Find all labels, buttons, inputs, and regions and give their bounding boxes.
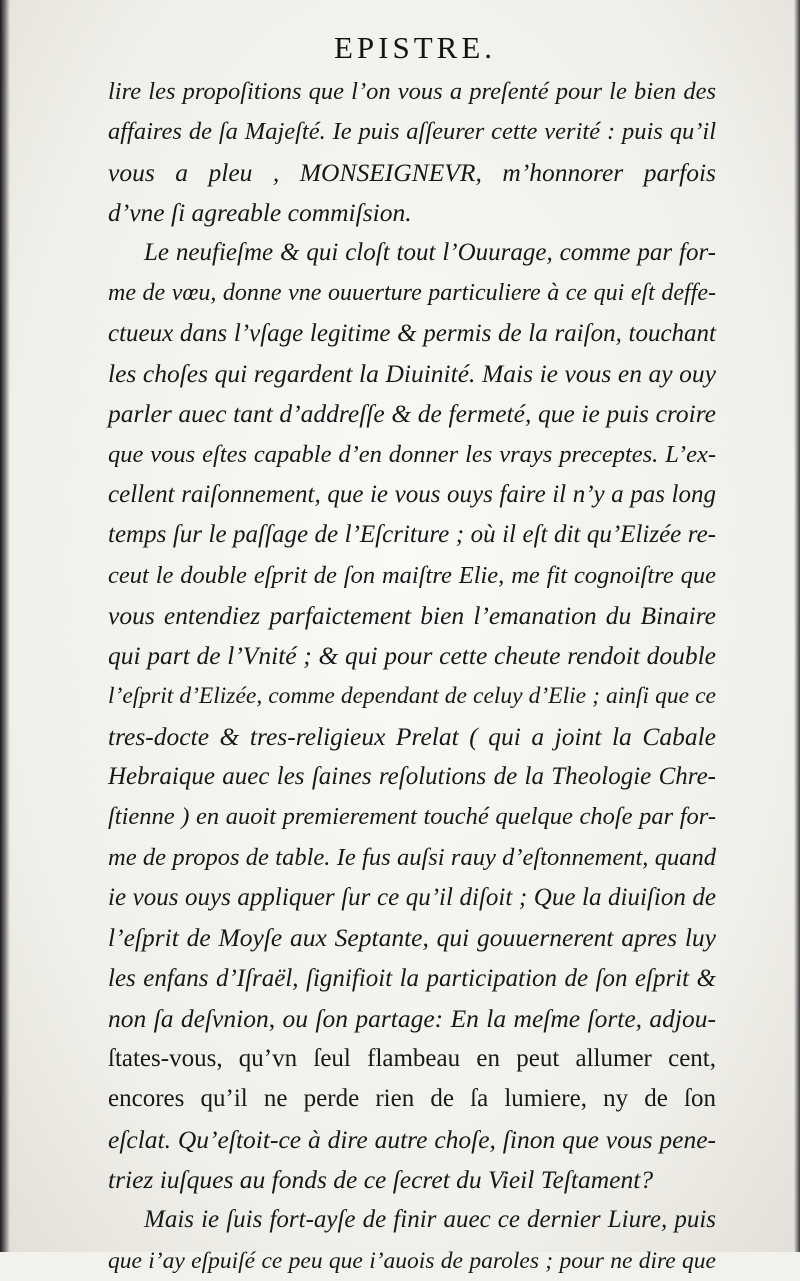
text-line: les choſes qui regardent la Diuinité. Mais ie vous en ay ouy [108,359,716,389]
text-line: eſclat. Qu’eſtoit-ce à dire autre choſe, ſinon que vous pene- [108,1124,716,1154]
text-line: Hebraique auec les ſaines reſolutions de la Theologie Chre- [108,763,716,791]
text-line: vous a pleu , MONSEIGNEVR, m’honnorer parfois [108,157,716,187]
body-text [108,72,716,1281]
text-line: ctueux dans l’vſage legitime & permis de la raiſon, touchant [108,319,716,347]
text-line: ſtates-vous, qu’vn ſeul flambeau en peut allumer cent, [108,1045,716,1073]
text-line: les enfans d’Iſraël, ſignifioit la participation de ſon eſprit & [108,964,716,992]
text-line: triez iuſques au fonds de ce ſecret du Vieil Teſtament? [108,1165,654,1195]
text-line: d’vne ſi agreable commiſsion. [108,197,412,227]
text-line: qui part de l’Vnité ; & qui pour cette cheute rendoit double [108,641,716,671]
text-line: parler auec tant d’addreſſe & de fermeté, que ie puis croire [108,399,716,429]
text-line: temps ſur le paſſage de l’Eſcriture ; où il eſt dit qu’Elizée re- [108,521,716,549]
text-line: l’eſprit d’Elizée, comme dependant de celuy d’Elie ; ainſi que ce [108,683,716,710]
text-line: ie vous ouys appliquer ſur ce qu’il diſoit ; Que la diuiſion de [108,883,716,911]
text-line: que vous eſtes capable d’en donner les vrays preceptes. L’ex- [108,440,716,468]
text-line: Le neufieſme & qui cloſt tout l’Ouurage, comme par for- [144,239,716,267]
text-line: ſtienne ) en auoit premierement touché quelque choſe par for- [108,803,716,831]
text-line: cellent raiſonnement, que ie vous ouys faire il n’y a pas long [108,480,716,508]
text-line: encores qu’il ne perde rien de ſa lumiere, ny de ſon [108,1085,716,1113]
text-line: tres-docte & tres-religieux Prelat ( qui a joint la Cabale [108,721,716,751]
text-line: que i’ay eſpuiſé ce peu que i’auois de paroles ; pour ne dire que [108,1247,716,1274]
text-line: affaires de ſa Majeſté. Ie puis aſſeurer cette verité : puis qu’il [108,118,716,146]
text-line: ceut le double eſprit de ſon maiſtre Elie, me fit cognoiſtre que [108,561,716,589]
running-head: EPISTRE. [333,30,497,65]
text-line: l’eſprit de Moyſe aux Septante, qui gouuernerent apres luy [108,923,716,953]
text-line: vous entendiez parfaictement bien l’emanation du Binaire [108,600,716,630]
text-line: Mais ie ſuis fort-ayſe de finir auec ce dernier Liure, puis [144,1206,716,1234]
text-line: me de vœu, donne vne ouuerture particuliere à ce qui eſt deffe- [108,280,716,307]
text-line: lire les propoſitions que l’on vous a preſenté pour le bien des [108,78,716,105]
page-edge-shadow [794,0,800,1252]
text-line: non ſa deſvnion, ou ſon partage: En la meſme ſorte, adjou- [108,1003,716,1033]
text-line: me de propos de table. Ie fus auſsi rauy d’eſtonnement, quand [108,843,716,871]
page-binding-shadow [0,0,10,1252]
